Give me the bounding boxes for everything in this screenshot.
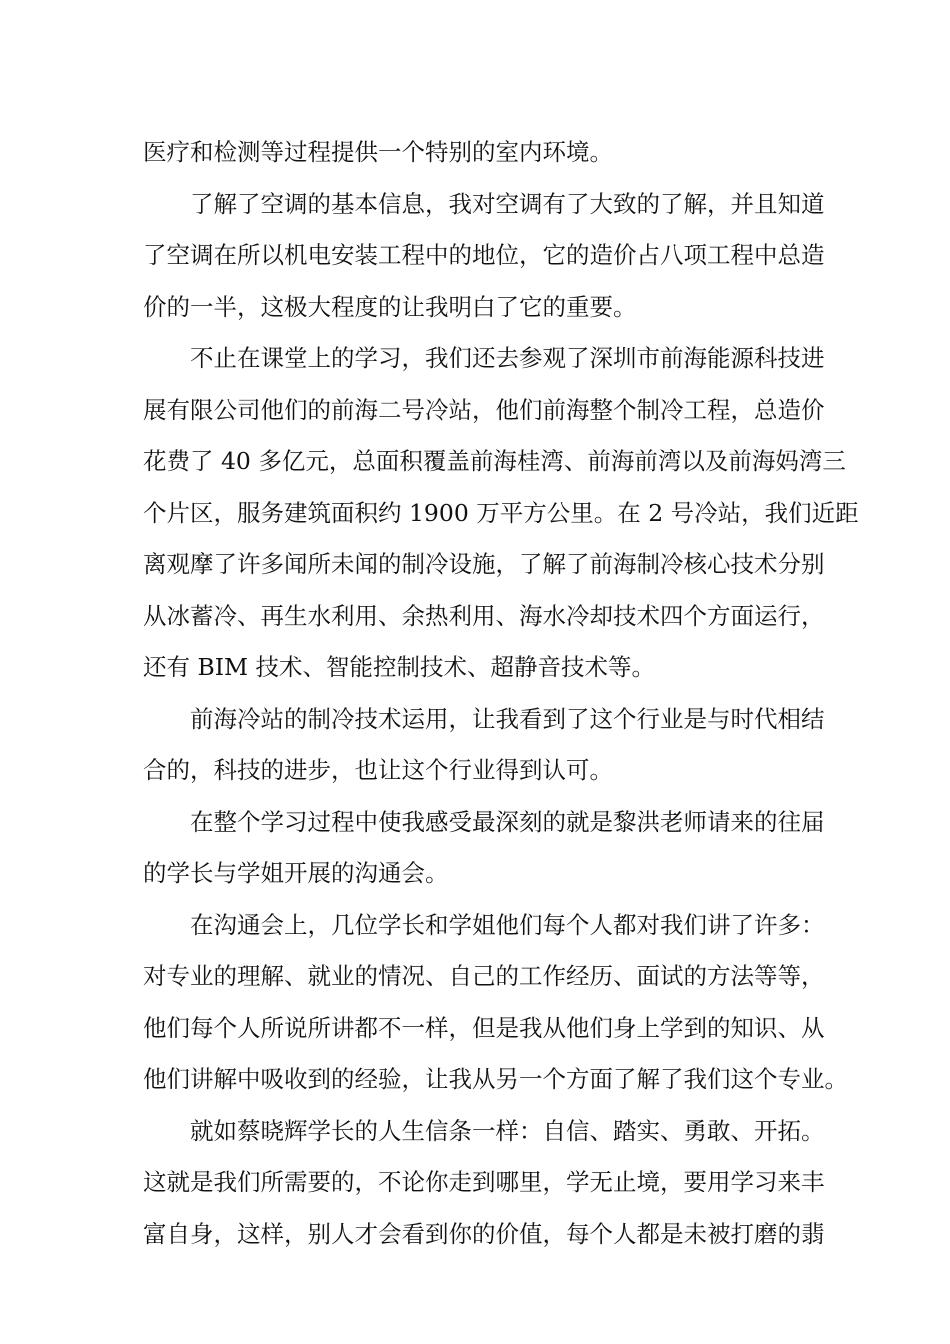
text-line: 离观摩了许多闻所未闻的制冷设施，了解了前海制冷核心技术分别 xyxy=(143,550,825,578)
text-line: 他们讲解中吸收到的经验，让我从另一个方面了解了我们这个专业。 xyxy=(143,1065,848,1093)
text-line: 对专业的理解、就业的情况、自己的工作经历、面试的方法等等， xyxy=(143,962,825,990)
text-line: 合的，科技的进步，也让这个行业得到认可。 xyxy=(143,756,613,784)
text-line: 了解了空调的基本信息，我对空调有了大致的了解，并且知道 xyxy=(190,189,825,218)
text-line: 就如蔡晓辉学长的人生信条一样：自信、踏实、勇敢、开拓。 xyxy=(190,1116,825,1145)
text-line: 他们每个人所说所讲都不一样，但是我从他们身上学到的知识、从 xyxy=(143,1013,825,1042)
text-line: 了空调在所以机电安装工程中的地位，它的造价占八项工程中总造 xyxy=(143,241,825,269)
text-line: 从冰蓄冷、再生水利用、余热利用、海水冷却技术四个方面运行， xyxy=(143,601,825,630)
text-line: 展有限公司他们的前海二号冷站，他们前海整个制冷工程，总造价 xyxy=(143,395,825,424)
document-body xyxy=(143,127,859,1260)
text-line: 还有 BIM 技术、智能控制技术、超静音技术等。 xyxy=(143,653,656,681)
text-line: 花费了 40 多亿元，总面积覆盖前海桂湾、前海前湾以及前海妈湾三 xyxy=(143,447,846,475)
text-line: 个片区，服务建筑面积约 1900 万平方公里。在 2 号冷站，我们近距 xyxy=(143,498,859,527)
text-line: 医疗和检测等过程提供一个特别的室内环境。 xyxy=(143,138,613,166)
text-line: 前海冷站的制冷技术运用，让我看到了这个行业是与时代相结 xyxy=(190,704,825,733)
text-line: 在沟通会上，几位学长和学姐他们每个人都对我们讲了许多： xyxy=(190,910,825,939)
text-line: 价的一半，这极大程度的让我明白了它的重要。 xyxy=(143,292,637,321)
text-line: 不止在课堂上的学习，我们还去参观了深圳市前海能源科技进 xyxy=(190,344,825,372)
text-line: 这就是我们所需要的，不论你走到哪里，学无止境，要用学习来丰 xyxy=(143,1168,825,1196)
text-line: 在整个学习过程中使我感受最深刻的就是黎洪老师请来的往届 xyxy=(190,807,825,836)
text-line: 富自身，这样，别人才会看到你的价值，每个人都是未被打磨的翡 xyxy=(143,1219,825,1248)
text-line: 的学长与学姐开展的沟通会。 xyxy=(143,859,449,887)
